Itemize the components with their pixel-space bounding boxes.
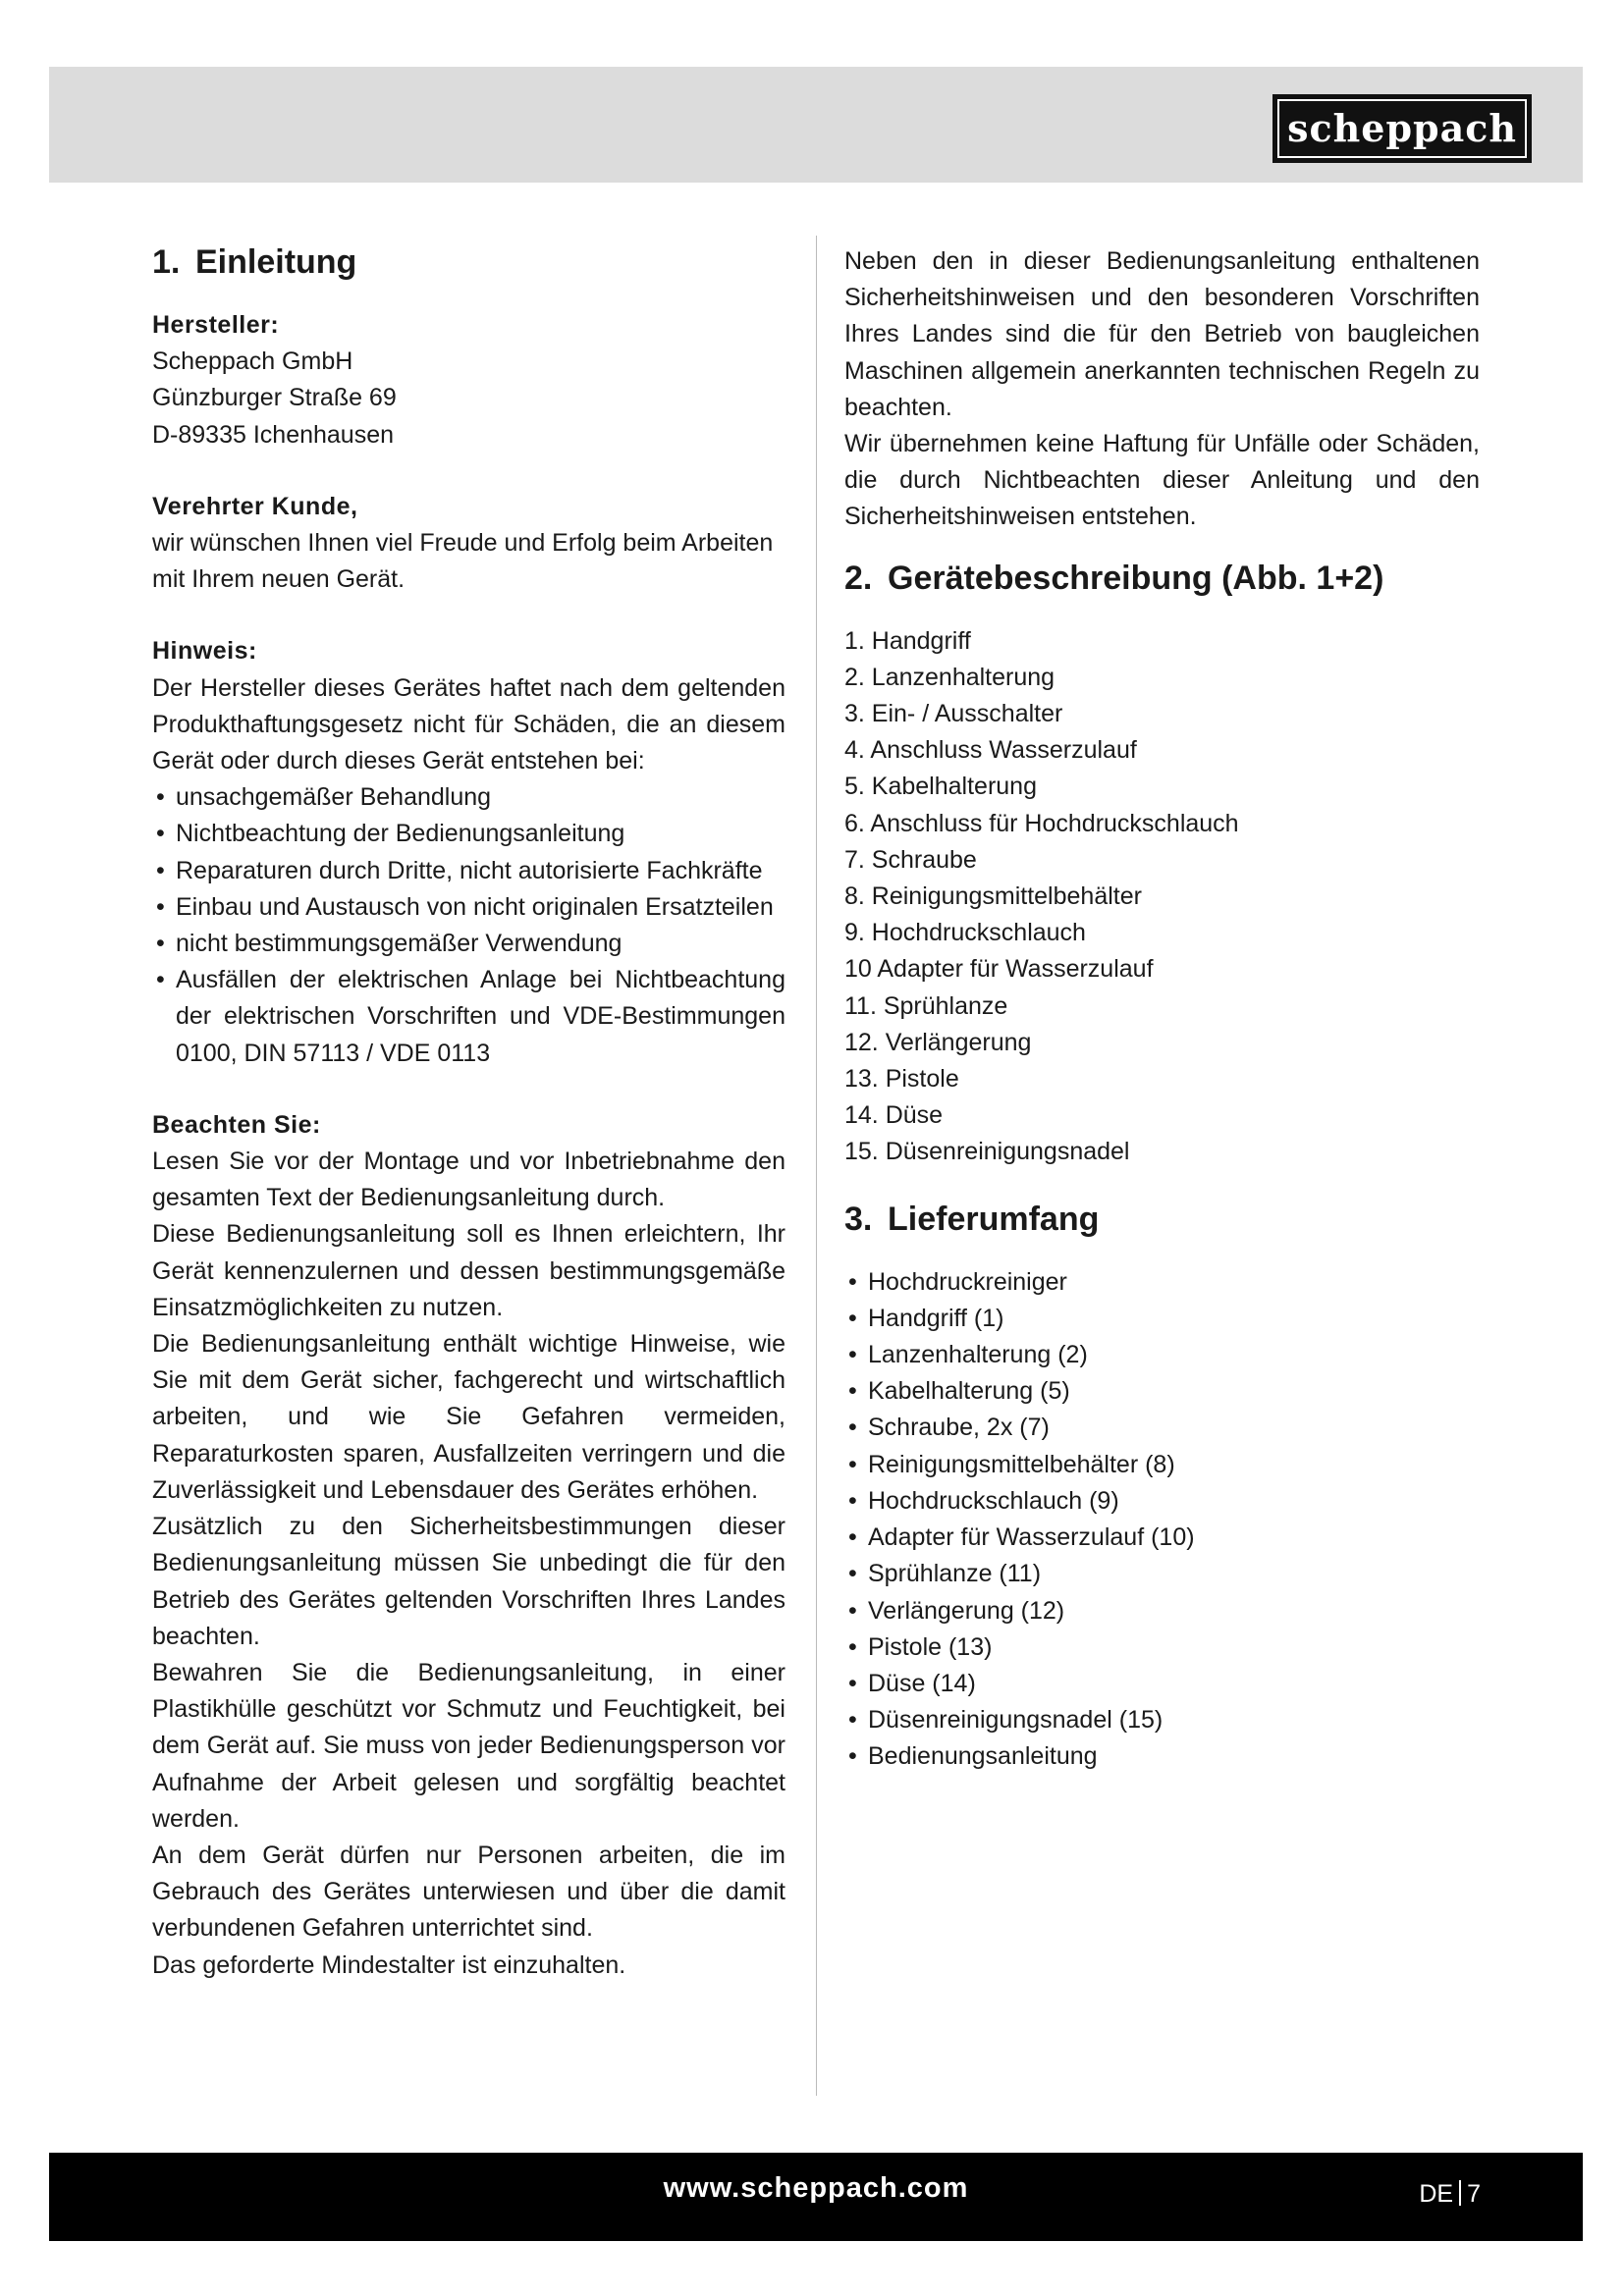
parts-list-item: 9. Hochdruckschlauch <box>844 919 1086 947</box>
section-2-heading <box>844 558 1480 599</box>
manufacturer-line: D-89335 Ichenhausen <box>152 420 395 449</box>
parts-list-item: 14. Düse <box>844 1101 944 1130</box>
parts-list-item: 6. Anschluss für Hochdruckschlauch <box>844 809 1239 837</box>
manufacturer-line: Günzburger Straße 69 <box>152 384 397 412</box>
parts-list-item: 1. Handgriff <box>844 626 971 655</box>
parts-list-item: 4. Anschluss Wasserzulauf <box>844 736 1137 765</box>
note-intro: Der Hersteller dieses Gerätes haftet nach dem geltenden Produkthaftungsgesetz nicht für Schäden, die an diesem Gerät oder durch dieses Gerät entstehen bei: <box>152 673 785 775</box>
intro-paragraph: Wir übernehmen keine Haftung für Unfälle oder Schäden, die durch Nichtbeachten dieser Anleitung und den Sicherheitshinweisen entstehen. <box>844 430 1480 531</box>
scope-list-item: • Kabelhalterung (5) <box>844 1373 1480 1410</box>
note-bullet: • nicht bestimmungsgemäßer Verwendung <box>152 926 785 962</box>
parts-list-item: 7. Schraube <box>844 845 977 874</box>
scope-list-item: • Reinigungsmittelbehälter (8) <box>844 1447 1480 1483</box>
attention-paragraph: Bewahren Sie die Bedienungsanleitung, in einer Plastikhülle geschützt vor Schmutz und Feuchtigkeit, bei dem Gerät auf. Sie muss von jeder Bedienungsperson vor Aufnahme der Arbeit gelesen und sorgfältig beachtet werden. <box>152 1658 785 1833</box>
attention-paragraph: Diese Bedienungsanleitung soll es Ihnen erleichtern, Ihr Gerät kennenzulernen und dessen bestimmungsgemäße Einsatzmöglichkeiten zu nutzen. <box>152 1220 785 1321</box>
section-3-heading <box>844 1199 1480 1240</box>
scope-list-item: • Hochdruckreiniger <box>844 1264 1480 1301</box>
attention-paragraph: Lesen Sie vor der Montage und vor Inbetriebnahme den gesamten Text der Bedienungsanleitung durch. <box>152 1148 785 1212</box>
scope-list-item: • Düse (14) <box>844 1666 1480 1702</box>
parts-list <box>844 623 1480 1171</box>
section-1-heading <box>152 241 785 283</box>
scope-list-item: • Handgriff (1) <box>844 1301 1480 1337</box>
page-indicator <box>1419 2180 1481 2209</box>
parts-list-item: 12. Verlängerung <box>844 1028 1032 1056</box>
scope-list-item: • Bedienungsanleitung <box>844 1738 1480 1775</box>
page-separator <box>1459 2180 1461 2206</box>
note-bullet: • Einbau und Austausch von nicht originalen Ersatzteilen <box>152 889 785 926</box>
note-label: Hinweis: <box>152 637 257 666</box>
parts-list-item: 2. Lanzenhalterung <box>844 663 1056 691</box>
parts-list-item: 13. Pistole <box>844 1065 959 1094</box>
attention-paragraph: Das geforderte Mindestalter ist einzuhalten. <box>152 1950 626 1979</box>
manufacturer-line: Scheppach GmbH <box>152 347 353 376</box>
parts-list-item: 8. Reinigungsmittelbehälter <box>844 882 1142 911</box>
note-bullet: • Nichtbeachtung der Bedienungsanleitung <box>152 816 785 852</box>
scope-list-item: • Sprühlanze (11) <box>844 1556 1480 1592</box>
right-column <box>844 236 1480 1776</box>
scope-list-item: • Adapter für Wasserzulauf (10) <box>844 1520 1480 1556</box>
footer-band <box>49 2153 1583 2241</box>
scope-list-item: • Hochdruckschlauch (9) <box>844 1483 1480 1520</box>
header-band <box>49 67 1583 183</box>
note-bullet: • unsachgemäßer Behandlung <box>152 779 785 816</box>
attention-label: Beachten Sie: <box>152 1110 321 1139</box>
page-number: 7 <box>1467 2180 1481 2208</box>
section-2-number: 2. <box>844 559 873 597</box>
manufacturer-label: Hersteller: <box>152 311 280 339</box>
parts-list-item: 3. Ein- / Ausschalter <box>844 700 1063 728</box>
left-column <box>152 236 785 1984</box>
section-1-number: 1. <box>152 243 181 281</box>
attention-paragraph: An dem Gerät dürfen nur Personen arbeiten, die im Gebrauch des Gerätes unterwiesen und über die damit verbundenen Gefahren unterrichtet sind. <box>152 1841 785 1943</box>
column-divider <box>816 236 817 2096</box>
scope-list-item: • Schraube, 2x (7) <box>844 1410 1480 1446</box>
parts-list-item: 5. Kabelhalterung <box>844 773 1037 801</box>
intro-paragraph: Neben den in dieser Bedienungsanleitung enthaltenen Sicherheitshinweisen und den besonderen Vorschriften Ihres Landes sind die für den Betrieb von baugleichen Maschinen allgemein anerkannten technischen Regeln zu beachten. <box>844 247 1480 421</box>
note-bullet: • Ausfällen der elektrischen Anlage bei Nichtbeachtung der elektrischen Vorschriften und VDE-Bestimmungen 0100, DIN 57113 / VDE 0113 <box>152 962 785 1072</box>
parts-list-item: 11. Sprühlanze <box>844 991 1008 1020</box>
language-code: DE <box>1419 2180 1454 2208</box>
scope-list-item: • Lanzenhalterung (2) <box>844 1337 1480 1373</box>
parts-list-item: 10 Adapter für Wasserzulauf <box>844 955 1154 984</box>
note-bullet: • Reparaturen durch Dritte, nicht autorisierte Fachkräfte <box>152 853 785 889</box>
section-3-title: Lieferumfang <box>888 1200 1100 1238</box>
section-3-number: 3. <box>844 1200 873 1238</box>
scope-list <box>844 1264 1480 1776</box>
customer-text: wir wünschen Ihnen viel Freude und Erfolg beim Arbeiten mit Ihrem neuen Gerät. <box>152 529 774 594</box>
parts-list-item: 15. Düsenreinigungsnadel <box>844 1138 1130 1166</box>
attention-paragraph: Die Bedienungsanleitung enthält wichtige Hinweise, wie Sie mit dem Gerät sicher, fachgerecht und wirtschaftlich arbeiten, und wie Sie Gefahren vermeiden, Reparaturkosten sparen, Ausfallzeiten verringern und die Zuverlässigkeit und Lebensdauer des Gerätes erhöhen. <box>152 1330 785 1504</box>
scope-list-item: • Verlängerung (12) <box>844 1593 1480 1629</box>
attention-paragraph: Zusätzlich zu den Sicherheitsbestimmungen dieser Bedienungsanleitung müssen Sie unbedingt die für den Betrieb des Gerätes geltenden Vorschriften Ihres Landes beachten. <box>152 1513 785 1650</box>
section-2-title: Gerätebeschreibung (Abb. 1+2) <box>888 559 1384 597</box>
customer-label: Verehrter Kunde, <box>152 492 358 520</box>
scheppach-logo: scheppach <box>1272 94 1532 163</box>
scope-list-item: • Düsenreinigungsnadel (15) <box>844 1702 1480 1738</box>
footer-website-link[interactable]: www.scheppach.com <box>663 2172 969 2204</box>
scope-list-item: • Pistole (13) <box>844 1629 1480 1666</box>
section-1-title: Einleitung <box>195 243 357 281</box>
